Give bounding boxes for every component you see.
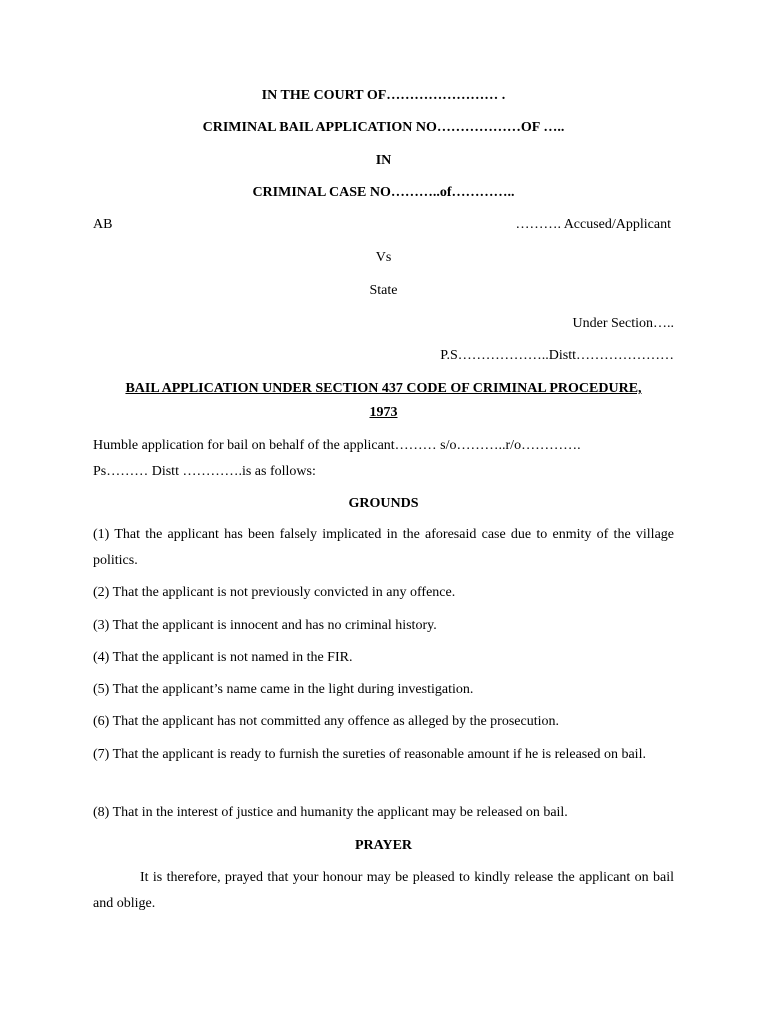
ground-item-3: (3) That the applicant is innocent and has no criminal history. (93, 618, 437, 633)
ground-item-1: (1) That the applicant has been falsely implicated in the aforesaid case due to enmity of the village politics. (93, 527, 674, 568)
party-accused-role: ………. Accused/Applicant (515, 217, 671, 232)
in-heading: IN (375, 153, 392, 168)
ground-item-2: (2) That the applicant is not previously convicted in any offence. (93, 585, 456, 600)
respondent-state: State (369, 283, 398, 298)
prayer-text: It is therefore, prayed that your honour may be pleased to kindly release the applicant on bail and oblige. (93, 870, 674, 911)
bail-application-number: CRIMINAL BAIL APPLICATION NO………………OF ….. (202, 120, 565, 135)
ground-item-4: (4) That the applicant is not named in the FIR. (93, 650, 353, 665)
party-accused-name: AB (93, 217, 113, 232)
ground-item-8: (8) That in the interest of justice and humanity the applicant may be released on bail. (93, 805, 568, 820)
ground-item-5: (5) That the applicant’s name came in the light during investigation. (93, 682, 474, 697)
ground-item-7: (7) That the applicant is ready to furnish the sureties of reasonable amount if he is released on bail. (93, 747, 646, 762)
criminal-case-number: CRIMINAL CASE NO………..of………….. (252, 185, 515, 200)
document-title-line2: 1973 (369, 405, 398, 420)
intro-line2: Ps……… Distt ………….is as follows: (93, 464, 316, 479)
ground-item-6: (6) That the applicant has not committed any offence as alleged by the prosecution. (93, 714, 559, 729)
versus-label: Vs (375, 250, 392, 265)
document-page (93, 0, 674, 1024)
court-heading: IN THE COURT OF…………………… . (261, 88, 506, 103)
document-title-line1: BAIL APPLICATION UNDER SECTION 437 CODE OF CRIMINAL PROCEDURE, (125, 381, 642, 396)
grounds-heading: GROUNDS (348, 496, 419, 511)
under-section: Under Section….. (572, 316, 674, 331)
party-line (93, 216, 674, 234)
intro-line1: Humble application for bail on behalf of the applicant……… s/o………..r/o…………. (93, 438, 581, 453)
police-station-district: P.S………………..Distt………………… (440, 348, 674, 363)
prayer-heading: PRAYER (354, 838, 413, 853)
